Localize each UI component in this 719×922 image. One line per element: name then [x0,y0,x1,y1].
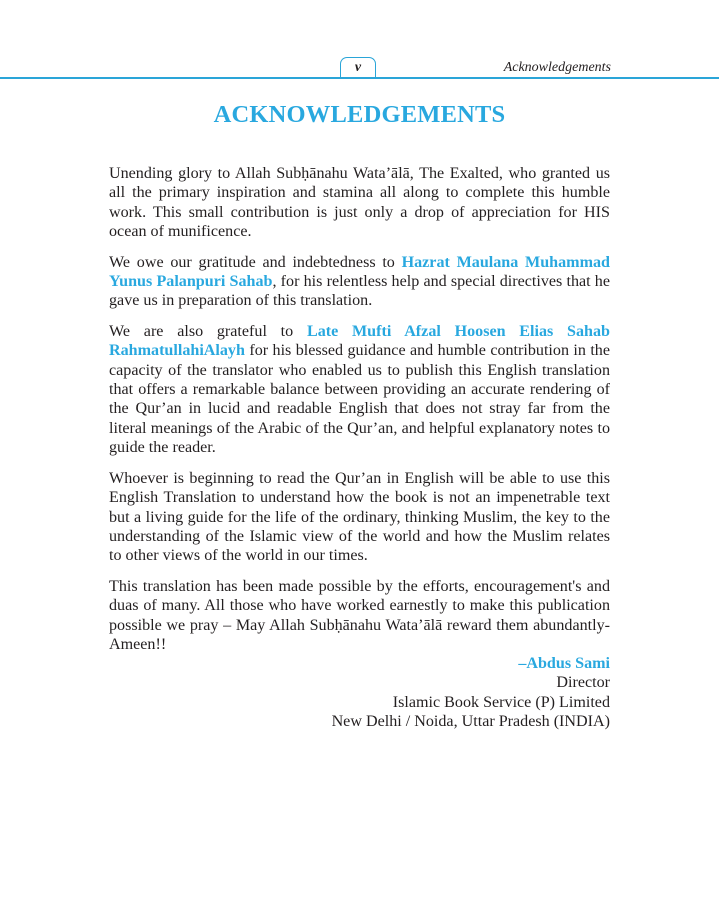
paragraph-text: We owe our gratitude and indebtedness to [109,253,402,271]
page-title: ACKNOWLEDGEMENTS [213,101,506,128]
paragraph [109,253,610,311]
paragraph-text: We are also grateful to [109,322,307,340]
signatory-location: New Delhi / Noida, Uttar Pradesh (INDIA) [331,713,610,731]
highlighted-name: Hazrat Maulana Muhammad Yunus Palanpuri Sahab [109,253,610,291]
running-head: Acknowledgements [503,60,611,75]
signature-block [332,654,610,732]
signatory-company: Islamic Book Service (P) Limited [392,693,610,711]
paragraph: Whoever is beginning to read the Qur’an in English will be able to use this English Translation to understand how the book is not an impenetrable text but a living guide for the life of the ordinary, thinking Muslim, the key to the understanding of the Islamic view of the world and how the Muslim relates to other views of the world in our times. [109,469,610,565]
signatory-role: Director [556,674,610,692]
body-text [109,164,610,665]
paragraph [109,322,610,458]
paragraph: This translation has been made possible by the efforts, encouragement's and duas of many. All those who have worked earnestly to make this publication possible we pray – May Allah Subḥānahu Wata’ālā reward them abundantly-Ameen!! [109,577,610,653]
paragraph-text: for his blessed guidance and humble contribution in the capacity of the translator who enabled us to publish this English translation that offers a remarkable balance between providing an accurate rendering of the Qur’an in lucid and readable English that does not stray far from the literal meanings of the Arabic of the Qur’an, and helpful explanatory notes to guide the reader. [109,342,610,457]
paragraph: Unending glory to Allah Subḥānahu Wata’ālā, The Exalted, who granted us all the primary inspiration and stamina all along to complete this humble work. This small contribution is just only a drop of appreciation for HIS ocean of munificence. [109,165,610,241]
paragraph-text: , for his relentless help and special directives that he gave us in preparation of this translation. [109,273,610,310]
signatory-name: –Abdus Sami [518,655,610,672]
page-number: v [340,57,376,77]
highlighted-name: Late Mufti Afzal Hoosen Elias Sahab RahmatullahiAlayh [109,322,610,360]
